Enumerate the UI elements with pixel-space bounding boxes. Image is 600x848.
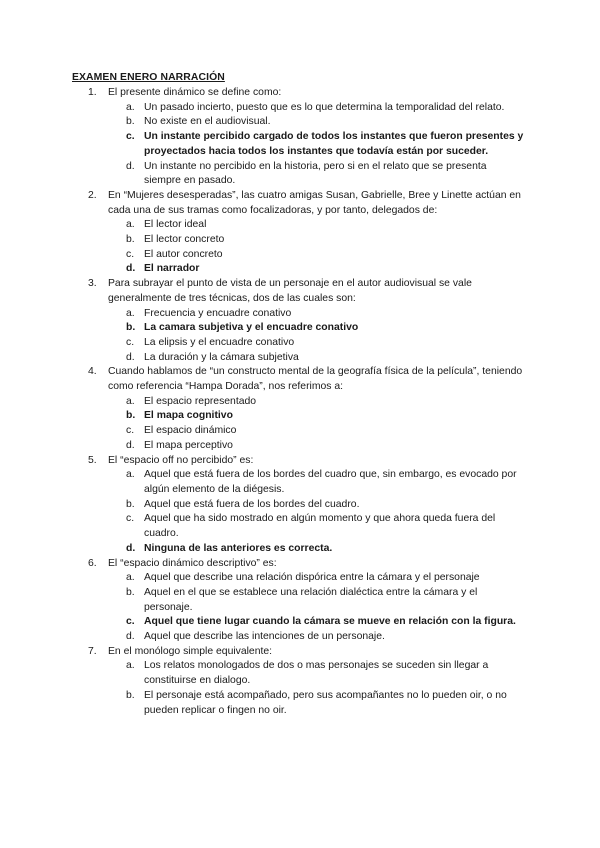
option-text: Aquel que ha sido mostrado en algún momento y que ahora queda fuera del cuadro. <box>144 513 496 540</box>
option-letter: b. <box>126 586 135 598</box>
answer-option <box>126 218 524 233</box>
answer-options <box>108 395 524 454</box>
option-letter: b. <box>126 410 136 422</box>
option-text: El autor concreto <box>144 248 223 260</box>
question-text: En “Mujeres desesperadas”, las cuatro amigas Susan, Gabrielle, Bree y Linette actúan en cada una de sus tramas como focalizadoras, y por tanto, delegados de: <box>108 189 521 216</box>
question-number: 7. <box>88 645 97 657</box>
answer-option <box>126 395 524 410</box>
question-text: El “espacio off no percibido” es: <box>108 454 254 466</box>
question-text: Para subrayar el punto de vista de un personaje en el autor audiovisual se vale generalmente de tres técnicas, dos de las cuales son: <box>108 278 472 304</box>
question-item <box>88 189 524 277</box>
option-letter: b. <box>126 689 135 701</box>
question-number: 4. <box>88 366 97 378</box>
answer-option <box>126 689 524 718</box>
option-text: El lector ideal <box>144 219 207 231</box>
option-text: Aquel que describe las intenciones de un personaje. <box>144 631 385 643</box>
option-text: El narrador <box>144 263 200 275</box>
option-letter: a. <box>126 572 135 584</box>
question-item <box>88 645 524 719</box>
option-letter: c. <box>126 425 135 437</box>
option-letter: a. <box>126 307 135 319</box>
answer-option-correct <box>126 321 524 336</box>
exam-title: EXAMEN ENERO NARRACIÓN <box>72 72 225 83</box>
option-letter: c. <box>126 248 135 260</box>
answer-options <box>108 659 524 718</box>
option-letter: b. <box>126 322 136 334</box>
option-text: La camara subjetiva y el encuadre conativo <box>144 322 359 334</box>
option-text: Aquel que tiene lugar cuando la cámara se mueve en relación con la figura. <box>144 616 516 628</box>
option-letter: a. <box>126 101 135 113</box>
question-number: 2. <box>88 189 97 201</box>
option-letter: d. <box>126 351 135 363</box>
option-text: El personaje está acompañado, pero sus acompañantes no lo pueden oir, o no pueden replicar o fingen no oir. <box>144 689 507 716</box>
answer-option <box>126 233 524 248</box>
question-text: En el monólogo simple equivalente: <box>108 645 273 657</box>
option-letter: d. <box>126 439 135 451</box>
answer-options <box>108 468 524 556</box>
option-text: El espacio representado <box>144 395 257 407</box>
answer-option <box>126 351 524 366</box>
answer-option <box>126 468 524 497</box>
question-item <box>88 277 524 365</box>
option-letter: d. <box>126 263 136 275</box>
question-number: 1. <box>88 87 97 98</box>
question-item <box>88 365 524 453</box>
option-letter: c. <box>126 513 135 525</box>
option-letter: d. <box>126 160 135 172</box>
option-text: Un instante no percibido en la historia, pero si en el relato que se presenta siempre en pasado. <box>144 160 487 187</box>
option-text: Ninguna de las anteriores es correcta. <box>144 542 333 554</box>
answer-option <box>126 160 524 189</box>
answer-option <box>126 571 524 586</box>
answer-option <box>126 439 524 454</box>
option-text: El espacio dinámico <box>144 425 237 437</box>
option-text: Aquel que está fuera de los bordes del cuadro que, sin embargo, es evocado por algún elemento de la diégesis. <box>144 469 517 495</box>
option-letter: d. <box>126 631 135 643</box>
option-letter: d. <box>126 542 136 554</box>
option-letter: a. <box>126 219 135 231</box>
option-letter: b. <box>126 498 135 510</box>
answer-option <box>126 336 524 351</box>
answer-option <box>126 659 524 688</box>
answer-options <box>108 218 524 277</box>
question-text: Cuando hablamos de “un constructo mental de la geografía física de la película”, teniendo como referencia “Hampa Dorada”, nos referimos a: <box>108 366 523 393</box>
option-text: La elipsis y el encuadre conativo <box>144 336 295 348</box>
answer-option <box>126 248 524 263</box>
answer-options <box>108 307 524 366</box>
answer-option <box>126 512 524 541</box>
answer-option <box>126 424 524 439</box>
question-number: 6. <box>88 557 97 569</box>
option-letter: a. <box>126 660 135 672</box>
answer-options <box>108 101 524 189</box>
answer-options <box>108 571 524 645</box>
answer-option <box>126 307 524 322</box>
option-text: Los relatos monologados de dos o mas personajes se suceden sin llegar a constituirse en dialogo. <box>144 660 489 687</box>
question-text: El presente dinámico se define como: <box>108 87 282 98</box>
option-text: Un instante percibido cargado de todos los instantes que fueron presentes y proyectados hacia todos los instantes que todavía están por suceder. <box>144 131 524 157</box>
option-text: No existe en el audiovisual. <box>144 116 271 128</box>
question-number: 5. <box>88 454 97 466</box>
question-item <box>88 454 524 557</box>
option-letter: c. <box>126 336 135 348</box>
option-letter: b. <box>126 116 135 128</box>
option-letter: a. <box>126 469 135 481</box>
answer-option <box>126 115 524 130</box>
question-item <box>88 557 524 645</box>
option-text: La duración y la cámara subjetiva <box>144 351 299 363</box>
option-text: Frecuencia y encuadre conativo <box>144 307 292 319</box>
answer-option-correct <box>126 130 524 159</box>
option-text: El mapa perceptivo <box>144 439 233 451</box>
question-list <box>0 86 600 718</box>
option-text: Aquel que describe una relación dispórica entre la cámara y el personaje <box>144 572 480 584</box>
option-letter: a. <box>126 395 135 407</box>
option-text: Aquel que está fuera de los bordes del cuadro. <box>144 498 360 510</box>
question-number: 3. <box>88 278 97 290</box>
answer-option-correct <box>126 542 524 557</box>
answer-option <box>126 586 524 615</box>
option-letter: c. <box>126 131 135 143</box>
question-text: El “espacio dinámico descriptivo” es: <box>108 557 277 569</box>
option-text: El mapa cognitivo <box>144 410 233 422</box>
answer-option <box>126 630 524 645</box>
answer-option <box>126 101 524 116</box>
answer-option-correct <box>126 409 524 424</box>
option-text: Aquel en el que se establece una relación dialéctica entre la cámara y el personaje. <box>144 586 478 613</box>
answer-option-correct <box>126 615 524 630</box>
question-item <box>88 86 524 189</box>
option-text: Un pasado incierto, puesto que es lo que determina la temporalidad del relato. <box>144 101 505 113</box>
answer-option-correct <box>126 262 524 277</box>
option-letter: c. <box>126 616 135 628</box>
answer-option <box>126 498 524 513</box>
option-text: El lector concreto <box>144 234 225 246</box>
option-letter: b. <box>126 234 135 246</box>
